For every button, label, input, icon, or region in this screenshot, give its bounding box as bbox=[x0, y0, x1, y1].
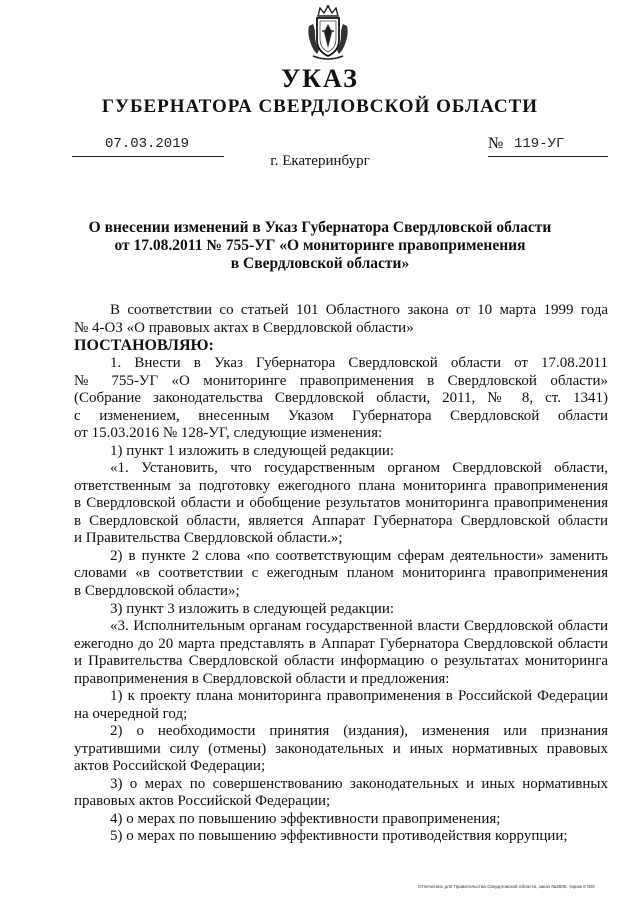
document-title bbox=[60, 219, 580, 273]
body-line: 2) о необходимости принятия (издания), изменения или признания bbox=[110, 723, 608, 739]
body-line: словами «в соответствии с ежегодным планом мониторинга правоприменения bbox=[74, 565, 608, 581]
print-footer-note: Отпечатано для Правительства Свердловской области, заказ №2005, тираж 8 000 bbox=[418, 884, 595, 889]
body-line: 5) о мерах по повышению эффективности противодействия коррупции; bbox=[110, 828, 568, 844]
title-line: О внесении изменений в Указ Губернатора Свердловской области bbox=[88, 219, 552, 236]
body-line: 1) к проекту плана мониторинга правоприменения в Российской Федерации bbox=[110, 688, 608, 704]
title-line: от 17.08.2011 № 755-УГ «О мониторинге правоприменения bbox=[114, 237, 526, 254]
body-line: № 755-УГ «О мониторинге правоприменения в Свердловской области» bbox=[74, 373, 608, 389]
body-line: 4) о мерах по повышению эффективности правоприменения; bbox=[110, 811, 501, 827]
body-line: от 15.03.2016 № 128-УГ, следующие изменения: bbox=[74, 425, 383, 441]
body-line: в Свердловской области»; bbox=[74, 583, 240, 599]
body-line: с изменением, внесенным Указом Губернатора Свердловской области bbox=[74, 408, 608, 424]
body-line: актов Российской Федерации; bbox=[74, 758, 266, 774]
resolution-word: ПОСТАНОВЛЯЮ: bbox=[74, 337, 214, 354]
body-line: правовых актов Российской Федерации; bbox=[74, 793, 331, 809]
body-line: (Собрание законодательства Свердловской области, 2011, № 8, ст. 1341) bbox=[74, 390, 608, 406]
body-line: утратившими силу (отмены) законодательных и иных нормативных правовых bbox=[74, 741, 608, 757]
body-line: 2) в пункте 2 слова «по соответствующим сферам деятельности» заменить bbox=[110, 548, 608, 564]
body-line: и Правительства Свердловской области информацию о результатах мониторинга bbox=[74, 653, 608, 669]
document-date: 07.03.2019 bbox=[105, 136, 190, 152]
body-line: «1. Установить, что государственным органом Свердловской области, bbox=[110, 460, 608, 476]
body-line: на очередной год; bbox=[74, 706, 188, 722]
body-line: 1) пункт 1 изложить в следующей редакции: bbox=[110, 443, 395, 459]
body-line: ежегодно до 20 марта представлять в Аппарат Губернатора Свердловской области bbox=[74, 636, 608, 652]
number-sign: № bbox=[488, 135, 504, 152]
body-line: № 4-ОЗ «О правовых актах в Свердловской области» bbox=[74, 320, 414, 336]
body-line: и Правительства Свердловской области.»; bbox=[74, 530, 343, 546]
body-line: ответственным за подготовку ежегодного плана мониторинга правоприменения bbox=[74, 478, 608, 494]
document-number: 119-УГ bbox=[514, 136, 565, 152]
title-line: в Свердловской области» bbox=[230, 255, 410, 272]
body-line: В соответствии со статьей 101 Областного закона от 10 марта 1999 года bbox=[110, 302, 608, 318]
body-line: правоприменения в Свердловской области и предложения: bbox=[74, 671, 450, 687]
body-line: 3) пункт 3 изложить в следующей редакции: bbox=[110, 601, 395, 617]
body-line: 1. Внести в Указ Губернатора Свердловской области от 17.08.2011 bbox=[110, 355, 608, 371]
body-line: «3. Исполнительным органам государственной власти Свердловской области bbox=[110, 618, 608, 634]
issuer-heading: ГУБЕРНАТОРА СВЕРДЛОВСКОЙ ОБЛАСТИ bbox=[101, 96, 539, 117]
coat-of-arms-emblem bbox=[305, 4, 351, 62]
body-line: в Свердловской области и обобщение результатов мониторинга правоприменения bbox=[74, 495, 608, 511]
document-type-heading: УКАЗ bbox=[281, 64, 359, 93]
city-line: г. Екатеринбург bbox=[270, 153, 370, 169]
body-line: 3) о мерах по совершенствованию законодательных и иных нормативных bbox=[110, 776, 608, 792]
body-line: в Свердловской области, является Аппарат Губернатора Свердловской области bbox=[74, 513, 608, 529]
